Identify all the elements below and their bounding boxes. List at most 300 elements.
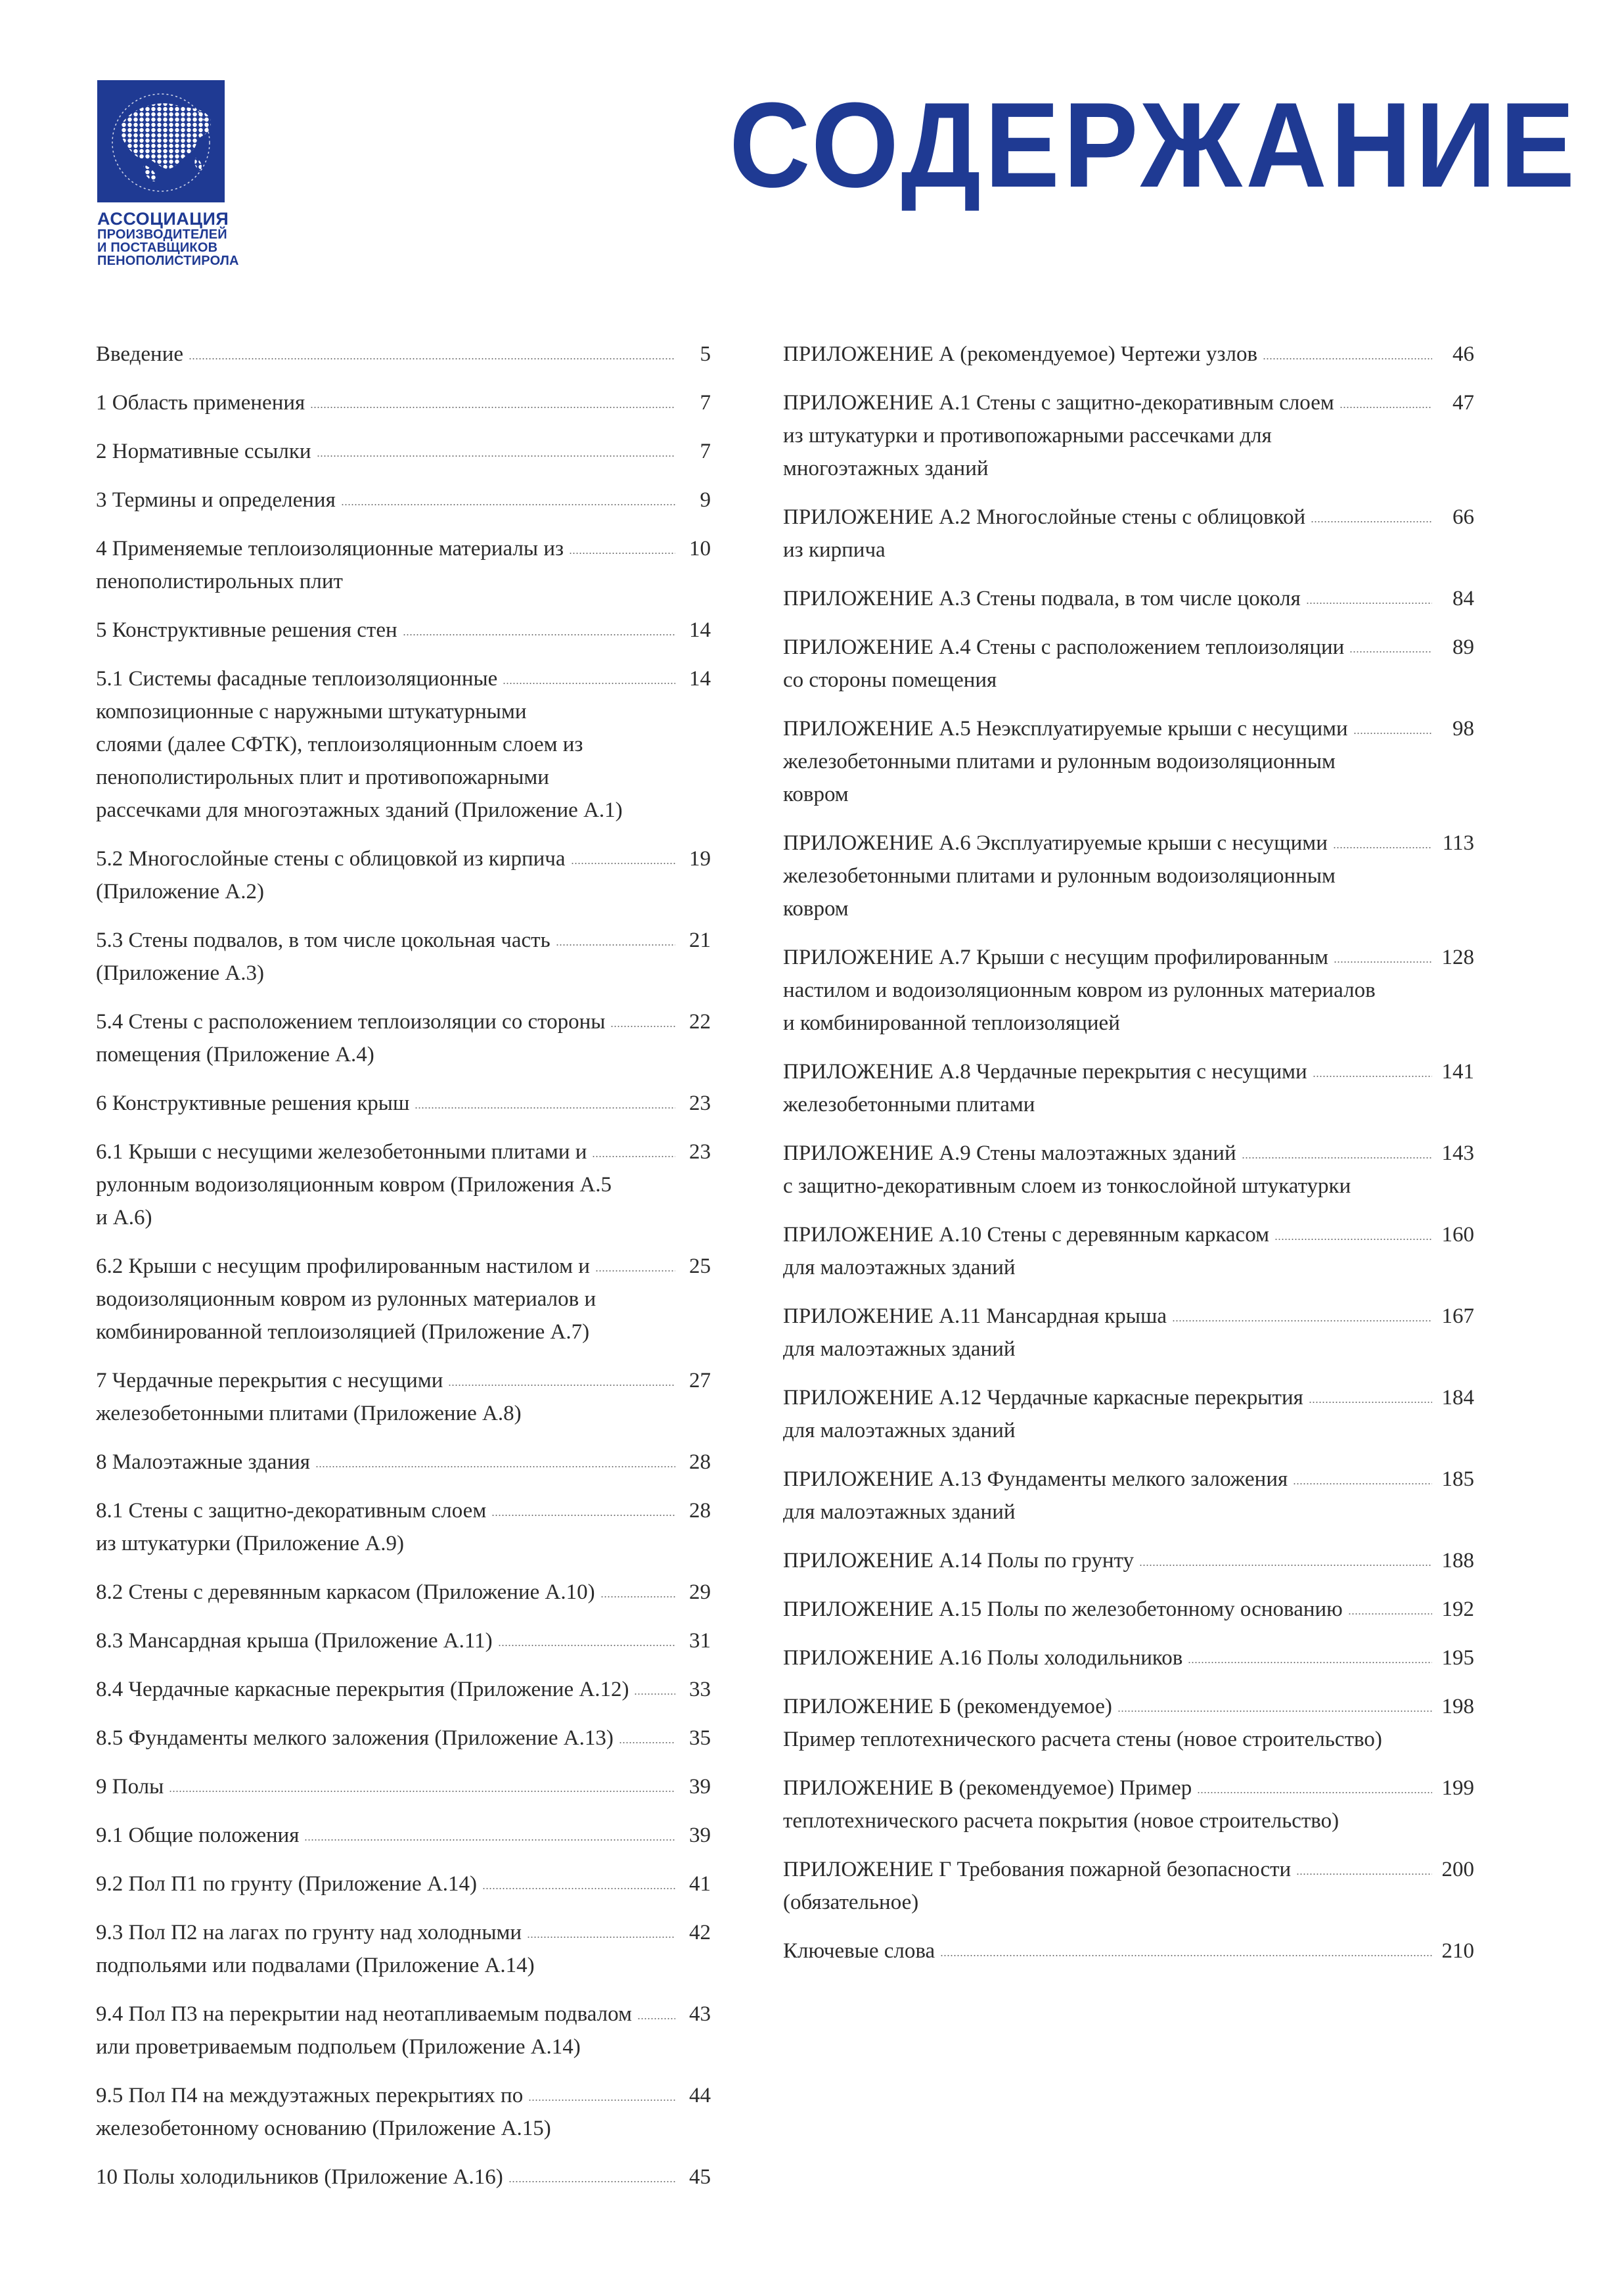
toc-entry[interactable] <box>783 1137 1474 1203</box>
toc-entry[interactable] <box>783 1055 1474 1121</box>
dot-leader <box>1333 827 1432 849</box>
toc-entry-line <box>96 1722 677 1755</box>
toc-entry-text: ПРИЛОЖЕНИЕ Б (рекомендуемое) <box>783 1695 1112 1718</box>
toc-entry-line <box>783 419 1433 452</box>
toc-entry-line <box>783 1170 1433 1203</box>
toc-page-number: 198 <box>1441 1695 1474 1718</box>
toc-entry-title <box>783 1935 1433 1967</box>
dot-leader <box>503 662 675 685</box>
toc-entry-text: ПРИЛОЖЕНИЕ А.12 Чердачные каркасные перекрытия <box>783 1386 1303 1410</box>
dot-leader <box>592 1136 675 1158</box>
toc-entry-line <box>96 728 677 761</box>
toc-entry-line <box>96 1316 677 1348</box>
toc-entry-text: 9.3 Пол П2 на лагах по грунту над холодными <box>96 1921 522 1944</box>
toc-entry-line <box>96 1868 677 1900</box>
dot-leader <box>1348 1593 1432 1615</box>
toc-entry[interactable] <box>96 1624 711 1657</box>
toc-entry[interactable] <box>96 1819 711 1852</box>
toc-entry-text: 8.1 Стены с защитно-декоративным слоем <box>96 1499 487 1523</box>
dot-leader <box>1339 386 1432 409</box>
toc-entry[interactable] <box>783 1381 1474 1447</box>
toc-entry[interactable] <box>96 1998 711 2063</box>
dot-leader <box>1349 631 1432 653</box>
toc-entry[interactable] <box>783 1593 1474 1626</box>
toc-entry-title <box>783 1055 1433 1121</box>
toc-entry[interactable] <box>96 1446 711 1479</box>
toc-page-number: 200 <box>1441 1858 1474 1881</box>
toc-entry-text: (Приложение А.3) <box>96 961 264 985</box>
toc-entry-line <box>96 1038 677 1071</box>
toc-entry-text: для малоэтажных зданий <box>783 1500 1016 1524</box>
toc-entry-text: ПРИЛОЖЕНИЕ А (рекомендуемое) Чертежи узлов <box>783 342 1258 366</box>
toc-entry-line <box>96 1527 677 1560</box>
toc-entry-line <box>96 2031 677 2063</box>
dot-leader <box>1188 1642 1432 1664</box>
toc-entry[interactable] <box>96 924 711 990</box>
toc-entry-text: из кирпича <box>783 538 886 562</box>
toc-page-number: 192 <box>1441 1597 1474 1621</box>
toc-entry-title <box>783 1463 1433 1528</box>
toc-entry-text: для малоэтажных зданий <box>783 1419 1016 1442</box>
dot-leader <box>189 338 675 360</box>
toc-entry-text: 8 Малоэтажные здания <box>96 1450 310 1474</box>
toc-entry-line <box>96 1819 677 1852</box>
toc-entry-text: 3 Термины и определения <box>96 488 336 512</box>
logo-line: И ПОСТАВЩИКОВ <box>97 241 218 255</box>
toc-entry-line <box>96 1770 677 1803</box>
toc-entry-text: 5.2 Многослойные стены с облицовкой из кирпича <box>96 847 566 871</box>
toc-entry[interactable] <box>783 1935 1474 1967</box>
globe-icon <box>97 80 225 202</box>
toc-entry-line <box>783 501 1433 534</box>
toc-page-number: 167 <box>1441 1304 1474 1328</box>
toc-entry-text: ПРИЛОЖЕНИЕ А.16 Полы холодильников <box>783 1646 1183 1670</box>
dot-leader <box>491 1494 675 1517</box>
toc-entry-title <box>96 1770 677 1803</box>
toc-entry-title <box>96 1250 677 1348</box>
toc-entry[interactable] <box>783 712 1474 811</box>
toc-entry-title <box>783 1690 1433 1756</box>
toc-entry-text: ПРИЛОЖЕНИЕ А.4 Стены с расположением теплоизоляции <box>783 635 1345 659</box>
toc-entry-line <box>783 386 1433 419</box>
toc-entry-title <box>96 924 677 990</box>
toc-entry-line <box>783 534 1433 566</box>
toc-page-number: 84 <box>1452 587 1474 610</box>
toc-entry-title <box>96 1364 677 1430</box>
toc-left-column <box>96 338 711 2209</box>
toc-entry-title <box>783 1772 1433 1837</box>
toc-entry-text: ПРИЛОЖЕНИЕ А.11 Мансардная крыша <box>783 1304 1167 1328</box>
toc-entry-line <box>96 1250 677 1283</box>
toc-entry-line <box>783 1772 1433 1804</box>
toc-entry-line <box>96 695 677 728</box>
toc-entry[interactable] <box>783 501 1474 566</box>
toc-page-number: 5 <box>700 342 711 366</box>
dot-leader <box>1311 501 1432 523</box>
toc-entry-line <box>96 1168 677 1201</box>
toc-entry[interactable] <box>96 1916 711 1982</box>
dot-leader <box>482 1868 675 1890</box>
toc-entry-text: многоэтажных зданий <box>783 457 989 480</box>
toc-entry-title <box>783 1544 1433 1577</box>
toc-entry[interactable] <box>783 827 1474 925</box>
toc-page-number: 14 <box>689 618 711 642</box>
toc-page-number: 128 <box>1441 946 1474 969</box>
toc-entry[interactable] <box>96 2161 711 2193</box>
toc-entry-text: ПРИЛОЖЕНИЕ А.2 Многослойные стены с облицовкой <box>783 505 1306 529</box>
dot-leader <box>634 1673 675 1695</box>
toc-entry-title <box>96 484 677 517</box>
toc-entry-text: и комбинированной теплоизоляцией <box>783 1011 1120 1035</box>
dot-leader <box>556 924 675 946</box>
toc-entry-text: слоями (далее СФТК), теплоизоляционным слоем из <box>96 733 583 756</box>
toc-page-number: 7 <box>700 391 711 415</box>
toc-entry-line <box>783 892 1433 925</box>
toc-page-number: 41 <box>689 1872 711 1896</box>
toc-entry[interactable] <box>96 1087 711 1120</box>
toc-entry-title <box>96 842 677 908</box>
toc-entry-text: 7 Чердачные перекрытия с несущими <box>96 1369 443 1392</box>
dot-leader <box>1293 1463 1432 1485</box>
toc-page-number: 39 <box>689 1775 711 1799</box>
toc-entry-line <box>783 860 1433 892</box>
toc-entry-line <box>783 1642 1433 1674</box>
toc-page-number: 31 <box>689 1629 711 1653</box>
toc-entry-title <box>96 1916 677 1982</box>
toc-entry-line <box>783 827 1433 860</box>
dot-leader <box>528 2079 675 2101</box>
dot-leader <box>1306 582 1432 605</box>
dot-leader <box>600 1576 675 1598</box>
toc-entry[interactable] <box>96 435 711 468</box>
toc-entry[interactable] <box>783 1642 1474 1674</box>
toc-entry-title <box>783 1853 1433 1919</box>
dot-leader <box>940 1935 1432 1957</box>
toc-page-number: 33 <box>689 1678 711 1701</box>
toc-page-number: 98 <box>1452 717 1474 741</box>
toc-entry-line <box>783 1381 1433 1414</box>
toc-entry[interactable] <box>96 1868 711 1900</box>
toc-entry[interactable] <box>783 386 1474 485</box>
toc-entry-line <box>96 1005 677 1038</box>
toc-entry-text: ковром <box>783 897 849 921</box>
toc-page-number: 44 <box>689 2084 711 2107</box>
toc-entry-line <box>96 1494 677 1527</box>
toc-page-number: 43 <box>689 2002 711 2026</box>
toc-entry[interactable] <box>96 842 711 908</box>
toc-entry-text: 5.1 Системы фасадные теплоизоляционные <box>96 667 498 691</box>
toc-entry[interactable] <box>96 1770 711 1803</box>
toc-entry-line <box>783 1333 1433 1366</box>
toc-entry[interactable] <box>783 582 1474 615</box>
toc-entry-line <box>783 941 1433 974</box>
toc-entry-text: или проветриваемым подпольем (Приложение А.14) <box>96 2035 581 2059</box>
toc-entry-text: подпольями или подвалами (Приложение А.14) <box>96 1954 535 1977</box>
toc-entry[interactable] <box>783 941 1474 1040</box>
toc-entry-text: ПРИЛОЖЕНИЕ А.10 Стены с деревянным каркасом <box>783 1223 1269 1247</box>
toc-entry-line <box>783 452 1433 485</box>
toc-entry-title <box>96 1624 677 1657</box>
toc-entry[interactable] <box>96 338 711 371</box>
toc-entry-text: 4 Применяемые теплоизоляционные материалы из <box>96 537 564 561</box>
toc-entry-text: железобетонными плитами <box>783 1093 1035 1116</box>
dot-leader <box>310 386 675 409</box>
toc-entry-line <box>96 1446 677 1479</box>
toc-entry-title <box>783 501 1433 566</box>
toc-entry[interactable] <box>96 386 711 419</box>
dot-leader <box>1313 1055 1432 1078</box>
toc-entry-title <box>783 582 1433 615</box>
toc-entry-text: ПРИЛОЖЕНИЕ А.3 Стены подвала, в том числе цоколя <box>783 587 1301 610</box>
toc-entry-text: (Приложение А.2) <box>96 880 264 904</box>
toc-entry-text: 2 Нормативные ссылки <box>96 440 311 463</box>
toc-page-number: 46 <box>1452 342 1474 366</box>
dot-leader <box>341 484 675 506</box>
dot-leader <box>1197 1772 1432 1794</box>
toc-entry-line <box>783 338 1433 371</box>
toc-entry-line <box>96 1916 677 1949</box>
toc-entry-title <box>96 1998 677 2063</box>
toc-entry[interactable] <box>783 1218 1474 1284</box>
toc-entry[interactable] <box>96 532 711 598</box>
toc-entry-text: 8.3 Мансардная крыша (Приложение А.11) <box>96 1629 493 1653</box>
toc-entry-title <box>96 2161 677 2193</box>
dot-leader <box>1172 1300 1432 1322</box>
toc-entry-text: 8.4 Чердачные каркасные перекрытия (Приложение А.12) <box>96 1678 629 1701</box>
toc-entry[interactable] <box>96 1494 711 1560</box>
toc-entry-text: для малоэтажных зданий <box>783 1256 1016 1279</box>
toc-entry-text: теплотехнического расчета покрытия (новое строительство) <box>783 1809 1339 1833</box>
toc-entry-text: рассечками для многоэтажных зданий (Приложение А.1) <box>96 798 623 822</box>
toc-entry-text: ПРИЛОЖЕНИЕ В (рекомендуемое) Пример <box>783 1776 1192 1800</box>
toc-page-number: 195 <box>1441 1646 1474 1670</box>
toc-entry-text: и А.6) <box>96 1206 152 1229</box>
toc-entry-text: 9.5 Пол П4 на междуэтажных перекрытиях по <box>96 2084 524 2107</box>
toc-entry-line <box>96 1949 677 1982</box>
toc-entry-text: пенополистирольных плит и противопожарными <box>96 766 549 789</box>
dot-leader <box>1117 1690 1432 1712</box>
toc-page-number: 19 <box>689 847 711 871</box>
toc-entry-line <box>783 1218 1433 1251</box>
toc-entry-text: железобетонными плитами и рулонным водоизоляционным <box>783 750 1336 773</box>
toc-entry[interactable] <box>783 1463 1474 1528</box>
toc-entry-line <box>96 386 677 419</box>
toc-entry-title <box>96 1576 677 1609</box>
toc-entry-text: ПРИЛОЖЕНИЕ А.14 Полы по грунту <box>783 1549 1134 1573</box>
toc-page-number: 27 <box>689 1369 711 1392</box>
toc-entry-text: ковром <box>783 783 849 806</box>
toc-entry-text: 5 Конструктивные решения стен <box>96 618 397 642</box>
toc-entry-title <box>783 1300 1433 1366</box>
logo-line: ПРОИЗВОДИТЕЛЕЙ <box>97 227 227 242</box>
toc-entry-line <box>96 1201 677 1234</box>
toc-entry-text: ПРИЛОЖЕНИЕ А.7 Крыши с несущим профилированным <box>783 946 1328 969</box>
dot-leader <box>169 1770 675 1793</box>
toc-entry[interactable] <box>96 1722 711 1755</box>
toc-entry-text: водоизоляционным ковром из рулонных материалов и <box>96 1287 596 1311</box>
toc-entry-text: 10 Полы холодильников (Приложение А.16) <box>96 2165 503 2189</box>
toc-entry-line <box>96 565 677 598</box>
toc-entry[interactable] <box>783 1690 1474 1756</box>
toc-page-number: 199 <box>1441 1776 1474 1800</box>
toc-entry-text: 9.2 Пол П1 по грунту (Приложение А.14) <box>96 1872 478 1896</box>
toc-entry-line <box>783 712 1433 745</box>
toc-entry-line <box>783 974 1433 1007</box>
toc-entry-title <box>96 614 677 647</box>
toc-entry-line <box>96 338 677 371</box>
toc-entry-title <box>783 338 1433 371</box>
toc-entry-line <box>783 631 1433 664</box>
toc-page-number: 25 <box>689 1254 711 1278</box>
toc-entry-line <box>783 1723 1433 1756</box>
toc-entry-text: для малоэтажных зданий <box>783 1337 1016 1361</box>
toc-entry[interactable] <box>96 484 711 517</box>
toc-entry-line <box>783 1690 1433 1723</box>
toc-entry-title <box>96 1819 677 1852</box>
toc-entry-line <box>96 924 677 957</box>
toc-entry[interactable] <box>96 1005 711 1071</box>
toc-entry-line <box>96 2079 677 2112</box>
toc-entry[interactable] <box>783 1300 1474 1366</box>
dot-leader <box>448 1364 675 1387</box>
logo-line: ПЕНОПОЛИСТИРОЛА <box>97 254 239 268</box>
toc-entry-line <box>96 1397 677 1430</box>
toc-entry-text: пенополистирольных плит <box>96 570 343 593</box>
toc-entry-line <box>96 1624 677 1657</box>
dot-leader <box>1353 712 1432 735</box>
toc-entry-line <box>96 794 677 827</box>
toc-entry-title <box>783 1593 1433 1626</box>
toc-entry-line <box>783 1007 1433 1040</box>
toc-entry-text: Ключевые слова <box>783 1939 935 1963</box>
toc-page-number: 210 <box>1441 1939 1474 1963</box>
toc-entry-line <box>96 1136 677 1168</box>
toc-entry-text: помещения (Приложение А.4) <box>96 1043 374 1067</box>
toc-entry-line <box>96 957 677 990</box>
toc-entry-line <box>783 1804 1433 1837</box>
toc-entry-text: 6 Конструктивные решения крыш <box>96 1091 410 1115</box>
toc-page-number: 9 <box>700 488 711 512</box>
toc-page-number: 66 <box>1452 505 1474 529</box>
toc-entry-text: 8.2 Стены с деревянным каркасом (Приложение А.10) <box>96 1580 595 1604</box>
toc-entry-text: ПРИЛОЖЕНИЕ А.15 Полы по железобетонному основанию <box>783 1597 1343 1621</box>
toc-entry-text: ПРИЛОЖЕНИЕ А.13 Фундаменты мелкого заложения <box>783 1467 1288 1491</box>
toc-entry-text: (обязательное) <box>783 1891 919 1914</box>
toc-entry[interactable] <box>96 1673 711 1706</box>
toc-entry-text: 9 Полы <box>96 1775 164 1799</box>
dot-leader <box>415 1087 675 1109</box>
toc-entry-line <box>783 1853 1433 1886</box>
toc-page-number: 28 <box>689 1499 711 1523</box>
toc-entry-line <box>783 778 1433 811</box>
toc-entry-line <box>783 1414 1433 1447</box>
toc-entry-title <box>783 941 1433 1040</box>
toc-entry-text: из штукатурки (Приложение А.9) <box>96 1532 405 1555</box>
toc-entry-line <box>783 1935 1433 1967</box>
toc-entry-text: 8.5 Фундаменты мелкого заложения (Приложение А.13) <box>96 1726 614 1750</box>
toc-entry-line <box>96 1283 677 1316</box>
toc-entry[interactable] <box>783 631 1474 697</box>
toc-entry-line <box>96 875 677 908</box>
toc-entry-title <box>96 662 677 827</box>
toc-entry-title <box>96 435 677 468</box>
toc-entry[interactable] <box>96 2079 711 2145</box>
toc-entry-line <box>96 662 677 695</box>
toc-page-number: 23 <box>689 1091 711 1115</box>
toc-entry-title <box>96 1446 677 1479</box>
toc-page-number: 47 <box>1452 391 1474 415</box>
toc-page-number: 23 <box>689 1140 711 1164</box>
toc-entry-title <box>783 1137 1433 1203</box>
toc-entry-text: из штукатурки и противопожарными рассечками для <box>783 424 1272 448</box>
toc-page-number: 39 <box>689 1824 711 1847</box>
toc-entry[interactable] <box>783 1772 1474 1837</box>
toc-page-number: 22 <box>689 1010 711 1034</box>
toc-entry-text: 6.1 Крыши с несущими железобетонными плитами и <box>96 1140 587 1164</box>
toc-entry[interactable] <box>96 662 711 827</box>
toc-entry-line <box>96 1998 677 2031</box>
toc-entry-title <box>96 1087 677 1120</box>
dot-leader <box>571 842 675 865</box>
toc-entry-text: ПРИЛОЖЕНИЕ А.6 Эксплуатируемые крыши с несущими <box>783 831 1328 855</box>
toc-entry-text: ПРИЛОЖЕНИЕ А.8 Чердачные перекрытия с несущими <box>783 1060 1307 1084</box>
toc-entry-title <box>783 1381 1433 1447</box>
toc-entry-line <box>96 532 677 565</box>
toc-page-number: 113 <box>1442 831 1474 855</box>
toc-entry[interactable] <box>96 1136 711 1234</box>
toc-entry-text: 1 Область применения <box>96 391 305 415</box>
toc-page-number: 141 <box>1441 1060 1474 1084</box>
toc-entry-line <box>783 664 1433 697</box>
toc-entry[interactable] <box>96 1576 711 1609</box>
toc-entry-line <box>783 1544 1433 1577</box>
toc-entry-text: железобетонными плитами и рулонным водоизоляционным <box>783 864 1336 888</box>
association-logo <box>97 80 225 202</box>
toc-entry-text: с защитно-декоративным слоем из тонкослойной штукатурки <box>783 1174 1351 1198</box>
logo-line: АССОЦИАЦИЯ <box>97 209 229 229</box>
toc-page-number: 14 <box>689 667 711 691</box>
dot-leader <box>527 1916 675 1939</box>
toc-page-number: 29 <box>689 1580 711 1604</box>
toc-entry[interactable] <box>96 614 711 647</box>
toc-page-number: 21 <box>689 929 711 952</box>
toc-page-number: 188 <box>1441 1549 1474 1573</box>
toc-entry[interactable] <box>96 1250 711 1348</box>
toc-entry[interactable] <box>96 1364 711 1430</box>
toc-entry-line <box>783 1137 1433 1170</box>
toc-entry-title <box>96 338 677 371</box>
toc-entry-title <box>783 827 1433 925</box>
toc-page-number: 10 <box>689 537 711 561</box>
toc-entry[interactable] <box>783 338 1474 371</box>
toc-entry[interactable] <box>783 1853 1474 1919</box>
toc-page-number: 35 <box>689 1726 711 1750</box>
toc-page-number: 184 <box>1441 1386 1474 1410</box>
toc-entry-text: 6.2 Крыши с несущим профилированным настилом и <box>96 1254 590 1278</box>
toc-page-number: 185 <box>1441 1467 1474 1491</box>
dot-leader <box>1242 1137 1432 1159</box>
dot-leader <box>1309 1381 1432 1404</box>
toc-entry[interactable] <box>783 1544 1474 1577</box>
dot-leader <box>498 1624 675 1647</box>
toc-entry-line <box>783 1496 1433 1528</box>
dot-leader <box>610 1005 675 1028</box>
toc-entry-line <box>783 1088 1433 1121</box>
toc-entry-line <box>783 1300 1433 1333</box>
dot-leader <box>619 1722 675 1744</box>
toc-entry-text: композиционные с наружными штукатурными <box>96 700 527 723</box>
dot-leader <box>1139 1544 1432 1567</box>
